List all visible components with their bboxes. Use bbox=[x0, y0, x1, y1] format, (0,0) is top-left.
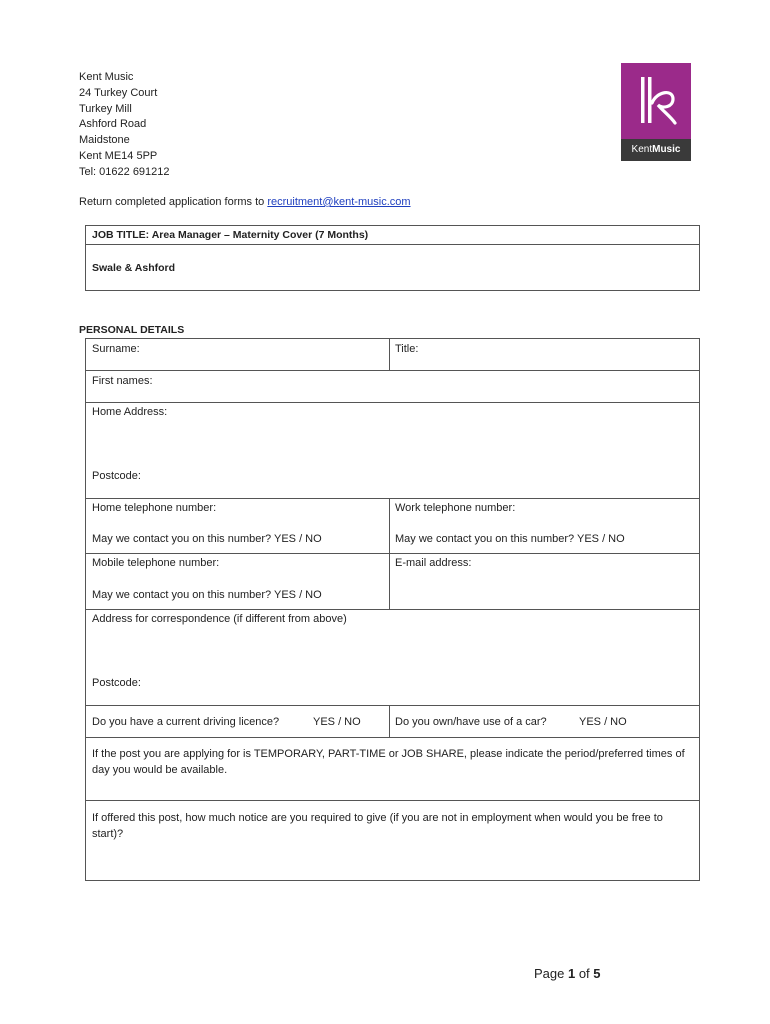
address-line: Kent ME14 5PP bbox=[79, 149, 158, 162]
title-field[interactable]: Title: bbox=[395, 343, 419, 355]
temporary-availability-field[interactable]: If the post you are applying for is TEMPORARY, PART-TIME or JOB SHARE, please indicate the period/preferred times of day you would be available. bbox=[92, 748, 685, 776]
address-line: Turkey Mill bbox=[79, 102, 132, 115]
row-divider bbox=[86, 609, 699, 610]
job-location: Swale & Ashford bbox=[92, 262, 176, 274]
correspondence-postcode-field[interactable]: Postcode: bbox=[92, 677, 141, 689]
row-divider bbox=[86, 370, 699, 371]
home-contact-consent[interactable]: May we contact you on this number? YES / NO bbox=[92, 533, 322, 545]
address-line: Kent Music bbox=[79, 71, 134, 83]
address-line: Ashford Road bbox=[79, 118, 147, 131]
row-divider bbox=[86, 705, 699, 706]
work-contact-consent[interactable]: May we contact you on this number? YES / NO bbox=[395, 533, 625, 545]
notice-period-field[interactable]: If offered this post, how much notice are you required to give (if you are not in employment when would you be free to start)? bbox=[92, 812, 663, 840]
job-title-row bbox=[86, 226, 699, 245]
car-yes-no[interactable]: YES / NO bbox=[579, 716, 627, 728]
recruitment-email-link[interactable]: recruitment@kent-music.com bbox=[267, 196, 411, 208]
of-word: of bbox=[575, 966, 594, 981]
address-line: Maidstone bbox=[79, 134, 130, 147]
work-telephone-field[interactable]: Work telephone number: bbox=[395, 502, 516, 514]
row-divider bbox=[86, 402, 699, 403]
return-text: Return completed application forms to bbox=[79, 196, 268, 208]
kent-music-logo bbox=[621, 63, 691, 161]
column-divider bbox=[389, 339, 390, 370]
logo-word-music: Music bbox=[652, 144, 681, 155]
address-telephone: Tel: 01622 691212 bbox=[79, 165, 170, 178]
logo-word-kent: Kent bbox=[631, 144, 653, 155]
column-divider bbox=[389, 705, 390, 737]
page-word: Page bbox=[534, 966, 568, 981]
column-divider bbox=[389, 498, 390, 609]
job-title: JOB TITLE: Area Manager – Maternity Cover (7 Months) bbox=[92, 229, 369, 241]
return-instructions bbox=[79, 196, 411, 208]
row-divider bbox=[86, 737, 699, 738]
sender-address bbox=[79, 70, 170, 181]
address-line: 24 Turkey Court bbox=[79, 86, 158, 99]
driving-licence-question: Do you have a current driving licence? bbox=[92, 716, 280, 728]
row-divider bbox=[86, 800, 699, 801]
surname-field[interactable]: Surname: bbox=[92, 343, 140, 355]
current-page: 1 bbox=[567, 966, 576, 981]
correspondence-address-field[interactable]: Address for correspondence (if different from above) bbox=[92, 613, 347, 625]
car-question: Do you own/have use of a car? bbox=[395, 716, 547, 728]
logo-k-icon bbox=[621, 63, 691, 139]
driving-licence-yes-no[interactable]: YES / NO bbox=[313, 716, 361, 728]
page-number bbox=[534, 966, 601, 981]
row-divider bbox=[86, 498, 699, 499]
job-title-box bbox=[85, 225, 700, 291]
email-address-field[interactable]: E-mail address: bbox=[395, 557, 472, 569]
logo-wordmark bbox=[621, 139, 691, 161]
home-postcode-field[interactable]: Postcode: bbox=[92, 470, 141, 482]
first-names-field[interactable]: First names: bbox=[92, 375, 153, 387]
personal-details-heading: PERSONAL DETAILS bbox=[79, 324, 185, 336]
mobile-telephone-field[interactable]: Mobile telephone number: bbox=[92, 557, 220, 569]
logo-mark bbox=[621, 63, 691, 139]
mobile-contact-consent[interactable]: May we contact you on this number? YES / NO bbox=[92, 589, 322, 601]
home-telephone-field[interactable]: Home telephone number: bbox=[92, 502, 217, 514]
home-address-field[interactable]: Home Address: bbox=[92, 406, 168, 418]
total-pages: 5 bbox=[593, 966, 601, 981]
row-divider bbox=[86, 553, 699, 554]
personal-details-form bbox=[85, 338, 700, 881]
